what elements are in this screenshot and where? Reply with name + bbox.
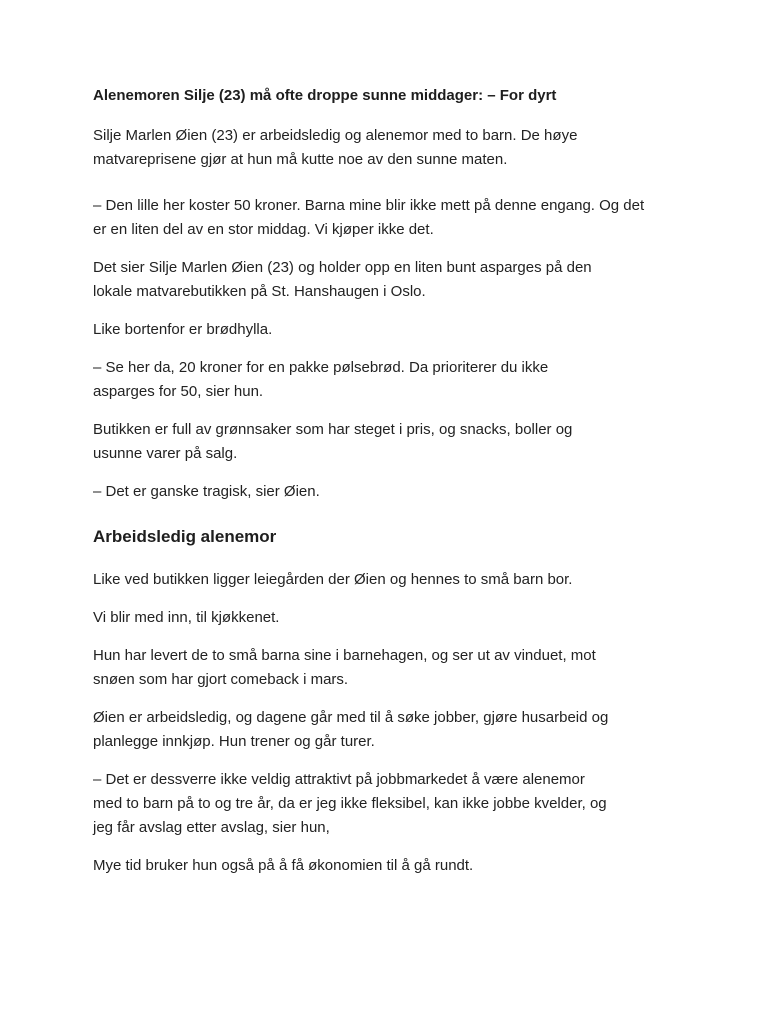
article-intro [93, 124, 683, 172]
text-line: – Det er ganske tragisk, sier Øien. [93, 483, 320, 500]
text-line: Hun har levert de to små barna sine i barnehagen, og ser ut av vinduet, mot [93, 647, 596, 664]
paragraph [93, 194, 683, 242]
text-line: Like bortenfor er brødhylla. [93, 321, 273, 338]
paragraph [93, 568, 683, 592]
text-line: – Den lille her koster 50 kroner. Barna mine blir ikke mett på denne engang. Og det [93, 197, 645, 214]
text-line: jeg får avslag etter avslag, sier hun, [93, 819, 330, 836]
paragraph [93, 768, 683, 840]
paragraph [93, 318, 683, 342]
text-line: asparges for 50, sier hun. [93, 383, 264, 400]
text-line: – Se her da, 20 kroner for en pakke pølsebrød. Da prioriterer du ikke [93, 359, 549, 376]
text-line: Mye tid bruker hun også på å få økonomien til å gå rundt. [93, 857, 474, 874]
text-line: Det sier Silje Marlen Øien (23) og holder opp en liten bunt asparges på den [93, 259, 592, 276]
paragraph [93, 644, 683, 692]
paragraph [93, 706, 683, 754]
section-heading: Arbeidsledig alenemor [93, 527, 277, 546]
text-line: planlegge innkjøp. Hun trener og går turer. [93, 733, 375, 750]
text-line: er en liten del av en stor middag. Vi kjøper ikke det. [93, 221, 434, 238]
article-body [93, 86, 683, 892]
text-line: matvareprisene gjør at hun må kutte noe av den sunne maten. [93, 151, 508, 168]
text-line: Silje Marlen Øien (23) er arbeidsledig og alenemor med to barn. De høye [93, 127, 578, 144]
paragraph [93, 418, 683, 466]
article-headline: Alenemoren Silje (23) må ofte droppe sunne middager: – For dyrt [93, 87, 557, 104]
text-line: Øien er arbeidsledig, og dagene går med til å søke jobber, gjøre husarbeid og [93, 709, 609, 726]
text-line: – Det er dessverre ikke veldig attraktivt på jobbmarkedet å være alenemor [93, 771, 585, 788]
paragraph [93, 356, 683, 404]
text-line: usunne varer på salg. [93, 445, 238, 462]
text-line: Like ved butikken ligger leiegården der Øien og hennes to små barn bor. [93, 571, 573, 588]
text-line: snøen som har gjort comeback i mars. [93, 671, 349, 688]
paragraph [93, 606, 683, 630]
paragraph [93, 854, 683, 878]
paragraph [93, 256, 683, 304]
text-line: Vi blir med inn, til kjøkkenet. [93, 609, 280, 626]
paragraph [93, 480, 683, 504]
text-line: med to barn på to og tre år, da er jeg ikke fleksibel, kan ikke jobbe kvelder, og [93, 795, 607, 812]
text-line: lokale matvarebutikken på St. Hanshaugen i Oslo. [93, 283, 426, 300]
text-line: Butikken er full av grønnsaker som har steget i pris, og snacks, boller og [93, 421, 573, 438]
